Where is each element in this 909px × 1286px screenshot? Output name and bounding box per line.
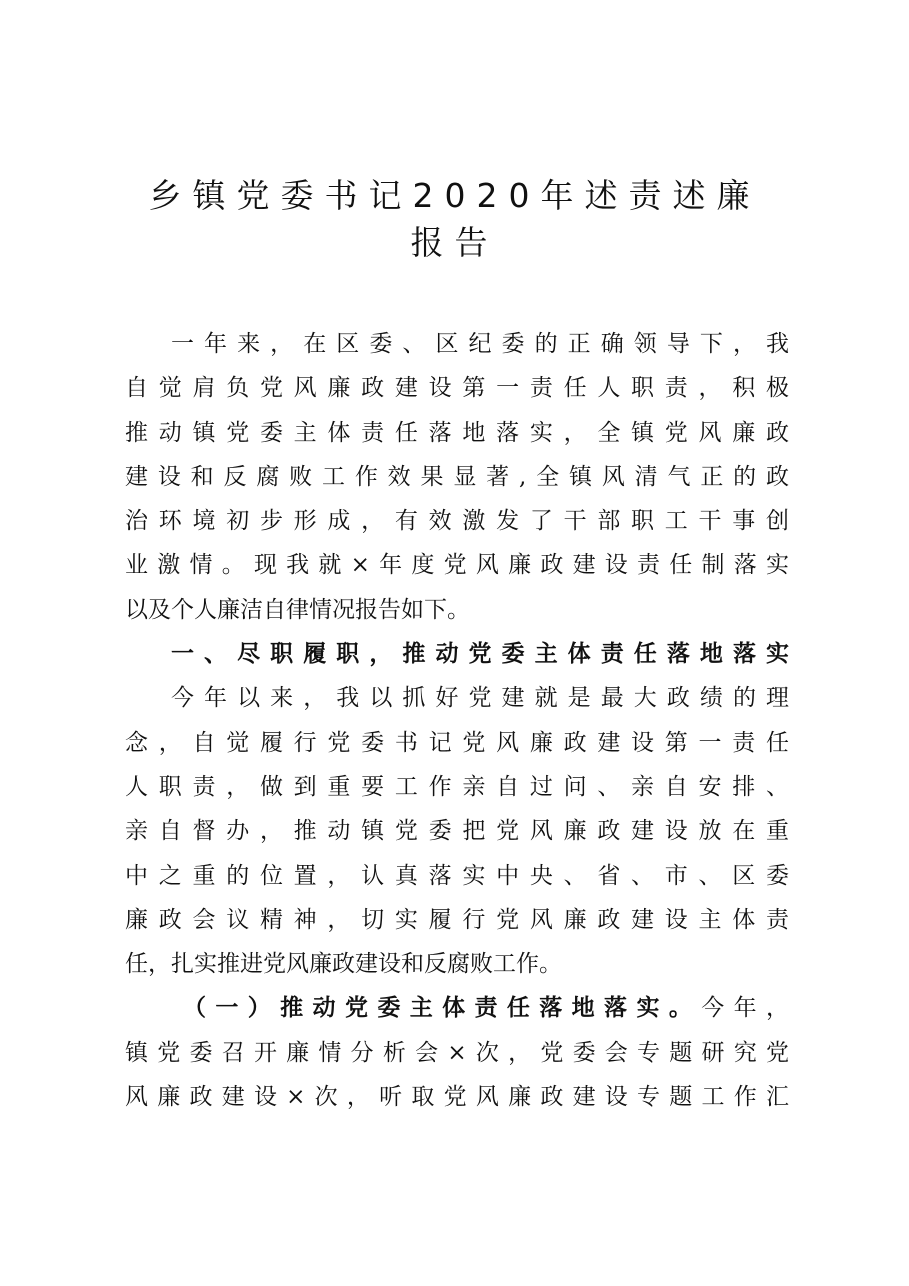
paragraph-line: 治环境初步形成，有效激发了干部职工干事创 [125,508,789,535]
paragraph-line: 人职责，做到重要工作亲自过问、亲自安排、 [125,773,789,800]
title-line-1: 乡镇党委书记2020年述责述廉 [148,176,761,215]
paragraph-line: 风廉政建设×次，听取党风廉政建设专题工作汇 [125,1084,789,1111]
paragraph-line: 任，扎实推进党风廉政建设和反腐败工作。 [125,951,562,978]
subsection-lead-text: 今年， [701,995,789,1022]
subsection-lead-line [125,986,789,1030]
paragraph-line: 以及个人廉洁自律情况报告如下。 [125,596,470,623]
paragraph-line: 推动镇党委主体责任落地落实，全镇党风廉政 [125,419,789,446]
paragraph-line: 亲自督办，推动镇党委把党风廉政建设放在重 [125,818,789,845]
paragraph-line: 镇党委召开廉情分析会×次，党委会专题研究党 [125,1039,789,1066]
paragraph-line: 中之重的位置，认真落实中央、省、市、区委 [125,862,789,889]
paragraph-line: 自觉肩负党风廉政建设第一责任人职责，积极 [125,375,789,402]
section-heading: 一、尽职履职，推动党委主体责任落地落实 [171,641,789,668]
paragraph-line: 今年以来，我以抓好党建就是最大政绩的理 [171,685,789,712]
paragraph-line: 业激情。现我就×年度党风廉政建设责任制落实 [125,552,789,579]
subsection-heading: （一）推动党委主体责任落地落实。 [183,995,702,1022]
title-line-2: 报告 [410,223,499,262]
paragraph-line: 一年来，在区委、区纪委的正确领导下，我 [171,331,789,357]
document-title [0,172,909,266]
paragraph-line: 建设和反腐败工作效果显著,全镇风清气正的政 [125,463,789,490]
paragraph-line: 念，自觉履行党委书记党风廉政建设第一责任 [125,729,789,756]
document-body [125,322,789,1119]
paragraph-line: 廉政会议精神，切实履行党风廉政建设主体责 [125,906,789,933]
